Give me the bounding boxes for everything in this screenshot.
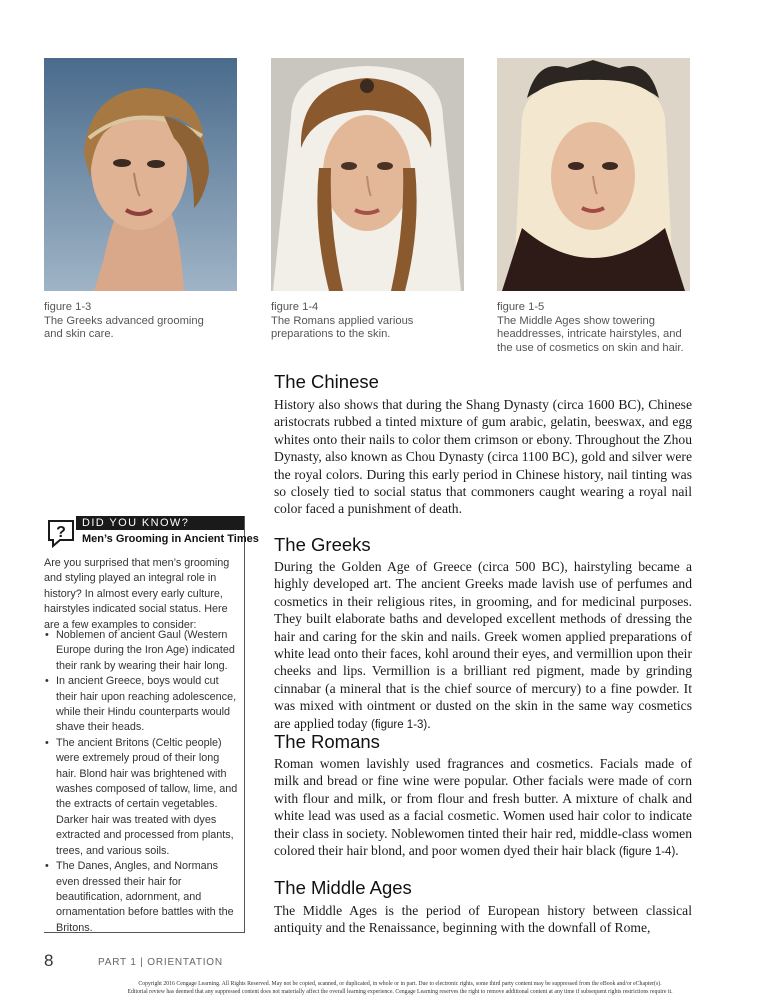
figure-reference-link[interactable]: (figure 1-4) [619,846,676,859]
figure-1-3-image [44,58,237,291]
did-you-know-intro: Are you surprised that men’s grooming and styling played an integral role in history? In almost every early culture, hairstyles indicated social status. Here are a few examples to consider: [44,557,230,631]
figure-1-5-image [497,58,690,291]
section-title-chinese: The Chinese [274,371,379,392]
part-label: PART 1 | ORIENTATION [98,957,223,968]
caption-line: The Greeks advanced grooming [44,314,204,327]
caption-line: The Middle Ages show towering [497,314,655,327]
figure-reference-link[interactable]: (figure 1-3) [371,718,428,731]
caption-line: preparations to the skin. [271,328,391,341]
did-you-know-header: DID YOU KNOW? [76,516,244,530]
section-body-romans [274,755,692,861]
section-body-middle-ages: The Middle Ages is the period of European history between classical antiquity and the Renaissance, beginning with the downfall of Rome, [274,903,692,936]
figure-1-5-caption [497,301,684,355]
section-title-greeks: The Greeks [274,534,371,555]
figure-number: figure 1-5 [497,301,545,313]
section-text: During the Golden Age of Greece (circa 500 BC), hairstyling became a highly developed art. The ancient Greeks made lavish use of perfumes and cosmetics in their religious rites, in grooming, and for medicinal purposes. They built elaborate baths and developed excellent methods of dressing the hair and caring for the skin and nails. Greek women applied preparations of white lead onto their faces, kohl around their eyes, and vermillion upon their cheeks and lips. Vermillion is a brilliant red pigment, made by grinding cinnabar (a mineral that is the chief source of mercury) to a fine powder. It was mixed with ointment or dusted on the skin in the same way cosmetics are applied today [274,559,692,731]
list-item: • In ancient Greece, boys would cut their hair upon reaching adolescence, while their Hindu counterparts would shave their heads. [44,674,238,736]
section-body-chinese: History also shows that during the Shang Dynasty (circa 1600 BC), Chinese aristocrats rubbed a tinted mixture of gum arabic, gelatin, beeswax, and egg whites onto their nails to color them crimson or ebony. Throughout the Zhou Dynasty, also known as Chou Dynasty (circa 1100 BC), gold and silver were the royal colors. During this early period in Chinese history, nail tinting was so closely tied to social status that commoners caught wearing a royal nail color faced a punishment of death. [274,397,692,517]
question-icon [46,518,76,548]
caption-line: the use of cosmetics on skin and hair. [497,341,684,354]
section-text: Roman women lavishly used fragrances and cosmetics. Facials made of milk and bread or fine wine were popular. Other facials were made of corn with flour and milk, or from flour and fresh butter. A mixture of chalk and white lead was used as a facial cosmetic. Women used hair color to indicate their class in society. Noblewomen tinted their hair red, middle-class women colored their hair blond, and poor women dyed their hair black [274,756,692,859]
sentence-end: . [427,715,431,731]
list-item: • The ancient Britons (Celtic people) were extremely proud of their long hair. Blond hair was brightened with washes composed of tallow, lime, and the extracts of certain vegetables. Darker hair was treated with dyes extracted and processed from plants, trees, and various soils. [44,736,238,859]
svg-text:?: ? [56,524,66,541]
section-title-romans: The Romans [274,731,380,752]
caption-line: The Romans applied various [271,314,414,327]
sentence-end: . [675,843,679,859]
figure-1-4-caption [271,301,413,342]
caption-line: headdresses, intricate hairstyles, and [497,328,682,341]
figure-number: figure 1-3 [44,301,92,313]
figure-number: figure 1-4 [271,301,319,313]
did-you-know-box [44,516,259,934]
figure-1-3-caption [44,301,204,342]
page-number: 8 [44,951,54,970]
figure-1-4-image [271,58,464,291]
did-you-know-subtitle: Men’s Grooming in Ancient Times [82,533,259,545]
list-item: • Noblemen of ancient Gaul (Western Europe during the Iron Age) indicated their rank by wearing their hair long. [44,628,238,674]
did-you-know-list [44,628,238,936]
copyright-line: Editorial review has deemed that any suppressed content does not materially affect the overall learning experience. Cengage Learning reserves the right to remove additional content at any time if subsequent rights restrictions require it. [127,989,673,995]
copyright-line: Copyright 2016 Cengage Learning. All Rights Reserved. May not be copied, scanned, or duplicated, in whole or in part. Due to electronic rights, some third party content may be suppressed from the eBook and/or eChapter(s). [138,981,662,987]
section-body-greeks [274,558,692,734]
list-item: • The Danes, Angles, and Normans even dressed their hair for beautification, adornment, and ornamentation before battles with the Britons. [44,859,238,936]
section-title-middle-ages: The Middle Ages [274,877,412,898]
caption-line: and skin care. [44,328,114,341]
